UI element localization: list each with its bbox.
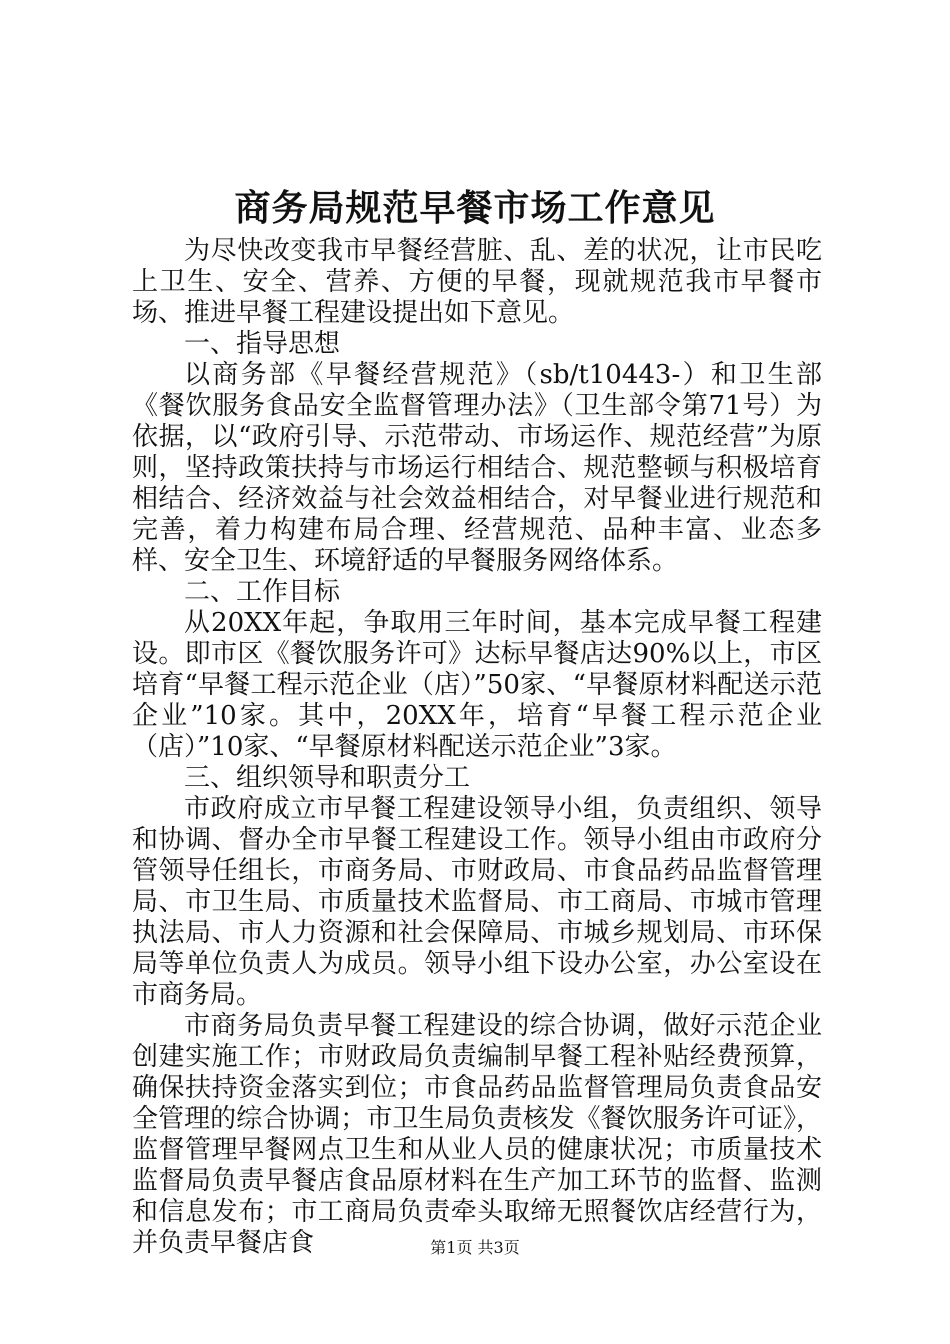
- document-title: 商务局规范早餐市场工作意见: [234, 187, 716, 229]
- section-heading-guiding-ideology: 一、指导思想: [184, 329, 341, 359]
- organization-paragraph: 市政府成立市早餐工程建设领导小组，负责组织、领导和协调、督办全市早餐工程建设工作。领导小组由市政府分管领导任组长，市商务局、市财政局、市食品药品监督管理局、市卫生局、市质量技术监督局、市工商局、市城市管理执法局、市人力资源和社会保障局、市城乡规划局、市环保局等单位负责人为成员。领导小组下设办公室，办公室设在市商务局。: [132, 794, 822, 1010]
- document-body: [132, 236, 822, 1259]
- responsibilities-paragraph: 市商务局负责早餐工程建设的综合协调，做好示范企业创建实施工作；市财政局负责编制早餐工程补贴经费预算，确保扶持资金落实到位；市食品药品监督管理局负责食品安全管理的综合协调；市卫生局负责核发《餐饮服务许可证》，监督管理早餐网点卫生和从业人员的健康状况；市质量技术监督局负责早餐店食品原材料在生产加工环节的监督、监测和信息发布；市工商局负责牵头取缔无照餐饮店经营行为，并负责早餐店食: [132, 1011, 822, 1258]
- guiding-ideology-paragraph: 以商务部《早餐经营规范》（sb/t10443-）和卫生部《餐饮服务食品安全监督管理办法》（卫生部令第71号）为依据，以“政府引导、示范带动、市场运作、规范经营”为原则，坚持政策扶持与市场运行相结合、规范整顿与积极培育相结合、经济效益与社会效益相结合，对早餐业进行规范和完善，着力构建布局合理、经营规范、品种丰富、业态多样、安全卫生、环境舒适的早餐服务网络体系。: [132, 360, 822, 576]
- page-footer: 第1页 共3页: [430, 1238, 520, 1257]
- intro-paragraph: 为尽快改变我市早餐经营脏、乱、差的状况，让市民吃上卫生、安全、营养、方便的早餐，现就规范我市早餐市场、推进早餐工程建设提出如下意见。: [132, 236, 822, 328]
- work-goals-paragraph: 从20XX年起，争取用三年时间，基本完成早餐工程建设。即市区《餐饮服务许可》达标早餐店达90%以上，市区培育“早餐工程示范企业（店）”50家、“早餐原材料配送示范企业”10家。其中，20XX年，培育“早餐工程示范企业（店）”10家、“早餐原材料配送示范企业”3家。: [132, 608, 822, 762]
- section-heading-organization: 三、组织领导和职责分工: [184, 763, 471, 793]
- section-heading-work-goals: 二、工作目标: [184, 577, 341, 607]
